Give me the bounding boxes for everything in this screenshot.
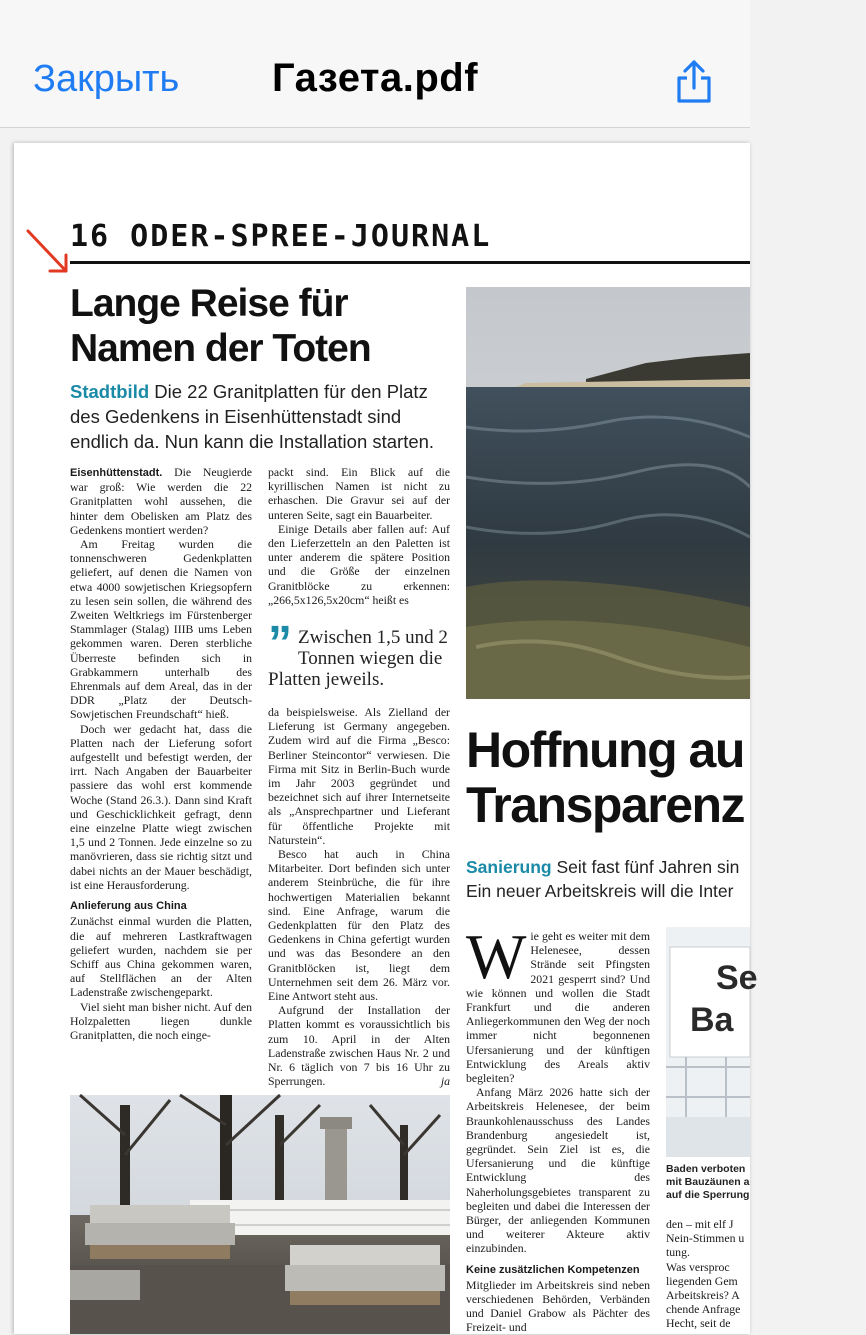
- lead-text: Seit fast fünf Jahren sin: [551, 857, 740, 877]
- article-lead: [70, 379, 440, 454]
- photo-graphic: [666, 927, 758, 1157]
- article-column-1: [70, 465, 252, 1085]
- granite-plates-photo: [70, 1095, 450, 1334]
- article-lead: [466, 855, 786, 903]
- pdf-page[interactable]: [14, 143, 758, 1335]
- text-line: Arbeitskreis? A: [666, 1288, 740, 1303]
- lead-kicker: Stadtbild: [70, 381, 150, 402]
- construction-fence-photo: [666, 927, 758, 1157]
- article-headline: [466, 723, 866, 833]
- document-title: Газета.pdf: [271, 56, 479, 100]
- text-line: den – mit elf J: [666, 1217, 734, 1231]
- paragraph: Doch wer gedacht hat, dass die Platten nach der Lieferung sofort aufgestellt und befestigt werden, der irrt. Nach Angaben der Bauarbeiter passiere das wohl erst kommende Woche (Stand 26.3.). Dann sind Kraft und Geschicklichkeit gefragt, denn eine einzelne Platte wiegt zwischen 1,5 und 2 Tonnen. Jede einzelne so zu manövrieren, dass sie richtig sitzt und dabei nichts an der Mauer beschädigt, ist eine Herausforderung.: [70, 721, 252, 892]
- paragraph-text: Die Neugierde war groß: Wie werden die 22 Granitplatten wohl aussehen, die hinter dem Obelisken am Platz des Gedenkens montiert werden?: [70, 465, 252, 537]
- paragraph: Am Freitag wurden die tonnenschweren Gedenkplatten geliefert, auf denen die Namen von etwa 4000 sowjetischen Kriegsopfern zu lesen sein sollen, die während des Zweiten Weltkriegs im Fürstenberger Stammlager (Stalag) IIIB ums Leben gekommen waren. Deren sterbliche Überreste befinden sich in Grabkammern unterhalb des Ehrenmals auf dem Areal, das in der DDR „Platz der Deutsch-Sowjetischen Freundschaft“ hieß.: [70, 537, 252, 722]
- paragraph: Mitglieder im Arbeitskreis sind neben verschiedenen Behörden, Verbänden und Daniel Grabow als Pächter des Freizeit- und: [466, 1277, 650, 1335]
- photo-caption: [666, 1163, 766, 1202]
- paragraph: packt sind. Ein Blick auf die kyrillischen Namen ist nicht zu erhaschen. Die Gravur sei auf der unteren Seite, sagt ein Bauarbeiter.: [268, 465, 450, 522]
- lead-text: Ein neuer Arbeitskreis will die Inter: [466, 881, 734, 901]
- drop-cap: W: [466, 921, 527, 992]
- text-line: Hecht, seit de: [666, 1316, 731, 1331]
- article-column-3: [466, 921, 650, 1335]
- paragraph-text: ie geht es weiter mit dem Helenesee, dessen Strände seit Pfingsten 2021 gesperrt sind? Und wie können und wollen die Stadt Frankfurt und die anderen Anliegerkommunen den Weg der noch immer nicht begonnenen Ufersanierung und der künftigen Entwicklung des Areals aktiv begleiten?: [466, 929, 650, 1086]
- sign-text: Ba: [690, 1001, 734, 1039]
- subheading: Keine zusätzlichen Kompetenzen: [466, 1263, 640, 1276]
- paragraph: da beispielsweise. Als Zielland der Lieferung ist Germany angegeben. Zudem wird auf die Firma „Besco: Berliner Steincontor“ verwiesen. Die Firma mit Sitz in Berlin-Buch wurde im Jahr 2003 gegründet und bezeichnet sich auf ihrer Internetseite als „Ansprechpartner und Lieferant für öffentliche Projekte mit Naturstein“.: [268, 705, 450, 847]
- text-line: Nein-Stimmen u: [666, 1231, 745, 1246]
- sign-text: Se: [716, 959, 758, 997]
- masthead-rule: [70, 261, 750, 264]
- page-masthead: 16 ODER-SPREE-JOURNAL: [70, 219, 492, 254]
- text-line: liegenden Gem: [666, 1273, 738, 1288]
- author-initials: ja: [440, 1074, 450, 1089]
- article-headline: [70, 281, 430, 371]
- pull-quote: [268, 617, 452, 690]
- article-column-2-continued: [268, 705, 450, 1089]
- paragraph: [70, 465, 252, 537]
- caption-line: mit Bauzäunen a: [666, 1176, 750, 1188]
- paragraph: [268, 1003, 450, 1088]
- paragraph: Viel sieht man bisher nicht. Auf den Holzpaletten liegen dunkle Granitplatten, die noch einge-: [70, 999, 252, 1042]
- text-line: Was versproc: [666, 1259, 730, 1274]
- paragraph: [466, 921, 650, 1086]
- headline-line: Namen der Toten: [70, 327, 371, 370]
- lead-text: Die 22 Granitplatten für den Platz des Gedenkens in Eisenhüttenstadt sind endlich da. Nun kann die Installation starten.: [70, 381, 435, 452]
- close-button[interactable]: Закрыть: [33, 58, 180, 100]
- lead-kicker: Sanierung: [466, 857, 552, 877]
- caption-line: Baden verboten: [666, 1163, 746, 1175]
- paragraph: Zunächst einmal wurden die Platten, die auf mehreren Lastkraftwagen geliefert wurden, nachdem sie per Schiff aus China gekommen waren, auf Stellflächen an der Alten Ladenstraße zwischengeparkt.: [70, 914, 252, 1000]
- caption-line: auf die Sperrung: [666, 1189, 750, 1201]
- paragraph: Besco hat auch in China Mitarbeiter. Dort befinden sich unter anderem Steinbrüche, die für ihre hochwertigen Materialien bekannt sind. Eine Anfrage, warum die Gedenkplatten für den Platz des Gedenkens in China gefertigt wurden und was das Besondere an den Granitblöcken ist, liegt dem Unternehmen seit dem 26. März vor. Eine Antwort steht aus.: [268, 847, 450, 1004]
- paragraph-text: Aufgrund der Installation der Platten kommt es voraussichtlich bis zum 10. April in der Alten Ladenstraße zwischen Haus Nr. 2 und Nr. 6 täglich von 7 bis 16 Uhr zu Sperrungen.: [268, 1003, 450, 1089]
- headline-line: Hoffnung au: [466, 722, 744, 778]
- helenesee-lake-photo: [466, 287, 750, 699]
- quote-icon: ”: [268, 617, 292, 670]
- subheading: Anlieferung aus China: [70, 900, 187, 913]
- navigation-bar: [0, 0, 750, 128]
- pull-quote-text: Zwischen 1,5 und 2 Tonnen wiegen die Platten jeweils.: [268, 627, 448, 690]
- headline-line: Lange Reise für: [70, 282, 348, 325]
- dateline: Eisenhüttenstadt.: [70, 467, 163, 479]
- article-column-2: [268, 465, 450, 631]
- article-column-4: [666, 1217, 796, 1334]
- text-line: tung.: [666, 1245, 690, 1260]
- text-line: chende Anfrage: [666, 1302, 741, 1317]
- paragraph: Anfang März 2026 hatte sich der Arbeitskreis Helenesee, der beim Braunkohlenausschuss des Landes Brandenburg angesiedelt ist, gegründet. Sein Ziel ist es, die Ufersanierung und die künftige Entwicklung des Naherholungsgebietes transparent zu begleiten und dabei die Interessen der Bürger, der anliegenden Kommunen und weiterer Akteure aktiv einzubinden.: [466, 1085, 650, 1256]
- paragraph: Einige Details aber fallen auf: Auf den Lieferzetteln an den Paletten ist unter anderem die spätere Position und die Größe der einzelnen Granitblöcke zu erkennen: „266,5x126,5x20cm“ heißt es: [268, 521, 450, 607]
- headline-line: Transparenz: [466, 777, 745, 833]
- red-arrow-icon: [24, 227, 72, 279]
- share-icon[interactable]: [674, 60, 714, 104]
